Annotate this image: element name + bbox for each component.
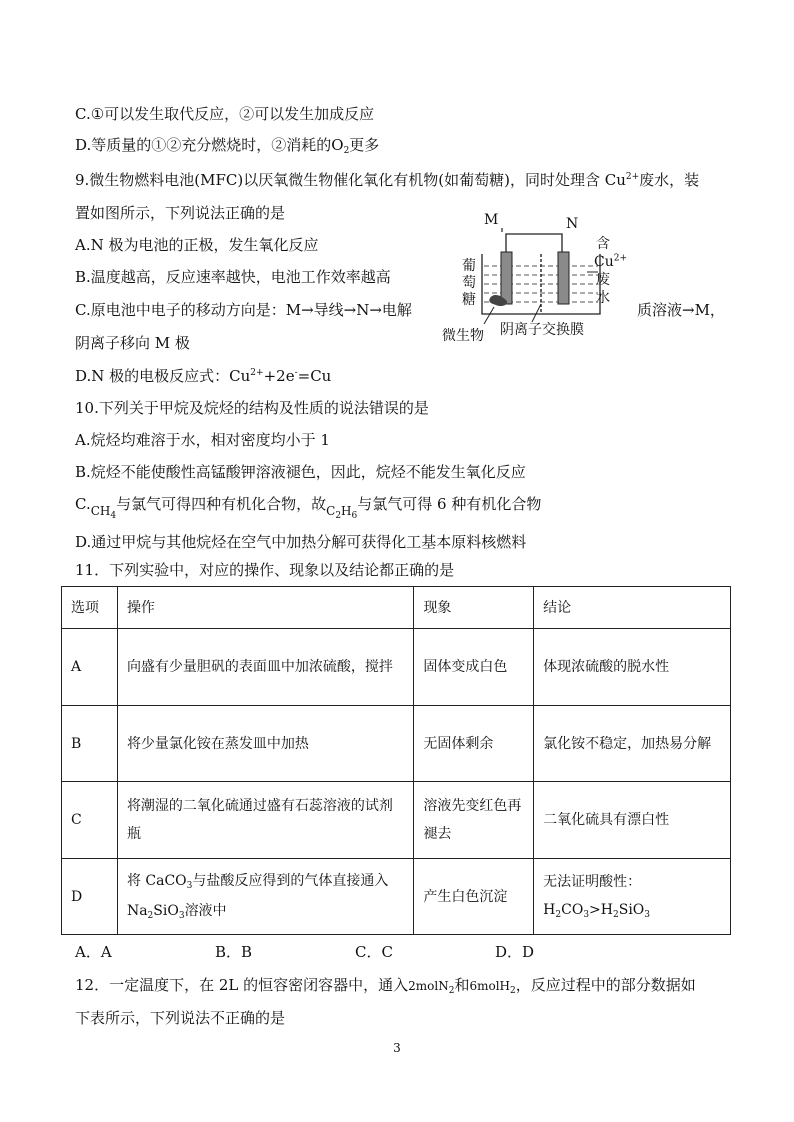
cell-phenomenon: 无固体剩余: [414, 706, 534, 782]
header-operation: 操作: [117, 587, 413, 629]
table-row: [62, 859, 731, 935]
q9-option-c-line1: C.原电池中电子的移动方向是：M→导线→N→电解: [75, 301, 412, 319]
cell-option: D: [62, 859, 118, 935]
cell-conclusion: 无法证明酸性： $H_2CO_3>H_2SiO_3$: [534, 859, 731, 935]
answer-b: B．B: [215, 943, 253, 961]
q10-option-c: $C._{CH_4}$与氯气可得四种有机化合物，故$_{C_2H_6}$与氯气可得 6 种有机化合物: [75, 495, 542, 521]
q9-option-c-tail: 质溶液→M，: [637, 301, 725, 319]
table-row: [62, 706, 731, 782]
page-number: 3: [393, 1041, 401, 1055]
label-microbe: 微生物: [442, 328, 484, 344]
q12-stem-line1: 12．一定温度下，在 2L 的恒容密闭容器中，通入2molN$_2$和6molH$_2$，反应过程中的部分数据如: [75, 976, 696, 996]
q9-stem-line1: 9.微生物燃料电池(MFC)以厌氧微生物催化氧化有机物(如葡萄糖)，同时处理含 $Cu^{2+}$废水，装: [75, 171, 700, 189]
q11-stem: 11．下列实验中，对应的操作、现象以及结论都正确的是: [75, 561, 455, 579]
q10-option-d: D.通过甲烷与其他烷烃在空气中加热分解可获得化工基本原料核燃料: [75, 533, 527, 551]
table-row: [62, 782, 731, 859]
header-phenomenon: 现象: [414, 587, 534, 629]
label-n: N: [566, 216, 579, 232]
q9-option-a: A.N 极为电池的正极，发生氧化反应: [75, 236, 319, 254]
label-shui: 水: [596, 290, 610, 306]
cell-option: C: [62, 782, 118, 859]
table-row: [62, 629, 731, 706]
label-han: 含: [596, 236, 610, 252]
cell-phenomenon: 固体变成白色: [414, 629, 534, 706]
cell-operation: 将 CaCO$_3$与盐酸反应得到的气体直接通入 $Na_2SiO_3$溶液中: [117, 859, 413, 935]
cell-conclusion: 二氧化硫具有漂白性: [534, 782, 731, 859]
q9-stem-line2: 置如图所示，下列说法正确的是: [75, 204, 286, 222]
cell-conclusion: 氯化铵不稳定，加热易分解: [534, 706, 731, 782]
q8-option-d: D.等质量的①②充分燃烧时，②消耗的$O_2$更多: [75, 136, 380, 156]
label-fei: 废: [596, 272, 610, 288]
header-conclusion: 结论: [534, 587, 731, 629]
header-option: 选项: [62, 587, 118, 629]
cell-operation: 将潮湿的二氧化硫通过盛有石蕊溶液的试剂瓶: [117, 782, 413, 859]
q12-stem-line2: 下表所示，下列说法不正确的是: [75, 1009, 286, 1027]
cell-operation: 将少量氯化铵在蒸发皿中加热: [117, 706, 413, 782]
fuel-cell-diagram: [432, 212, 632, 352]
label-m: M: [484, 212, 499, 228]
q10-stem: 10.下列关于甲烷及烷烃的结构及性质的说法错误的是: [75, 399, 429, 417]
label-tang: 糖: [462, 292, 476, 308]
label-cu: $Cu^{2+}$: [594, 253, 628, 270]
q9-option-d: D.N 极的电极反应式：$Cu^{2+}+2e^-=Cu$: [75, 367, 332, 385]
label-membrane: 阴离子交换膜: [500, 322, 584, 338]
q9-option-c-line2: 阴离子移向 M 极: [75, 334, 190, 352]
label-pu2: 萄: [462, 275, 476, 291]
cell-conclusion: 体现浓硫酸的脱水性: [534, 629, 731, 706]
q9-option-b: B.温度越高，反应速率越快，电池工作效率越高: [75, 268, 391, 286]
q10-option-b: B.烷烃不能使酸性高锰酸钾溶液褪色，因此，烷烃不能发生氧化反应: [75, 463, 526, 481]
cell-option: A: [62, 629, 118, 706]
cell-option: B: [62, 706, 118, 782]
q11-answers: [75, 942, 534, 962]
answer-a: A．A: [75, 943, 112, 961]
table-header-row: [62, 587, 731, 629]
cell-operation: 向盛有少量胆矾的表面皿中加浓硫酸，搅拌: [117, 629, 413, 706]
cell-phenomenon: 产生白色沉淀: [414, 859, 534, 935]
q11-table: [61, 586, 731, 935]
cell-phenomenon: 溶液先变红色再褪去: [414, 782, 534, 859]
label-pu1: 葡: [462, 258, 476, 274]
q8-option-c: C.①可以发生取代反应，②可以发生加成反应: [75, 105, 375, 123]
answer-c: C．C: [355, 943, 393, 961]
answer-d: D．D: [495, 943, 535, 961]
q10-option-a: A.烷烃均难溶于水，相对密度均小于 1: [75, 431, 330, 449]
